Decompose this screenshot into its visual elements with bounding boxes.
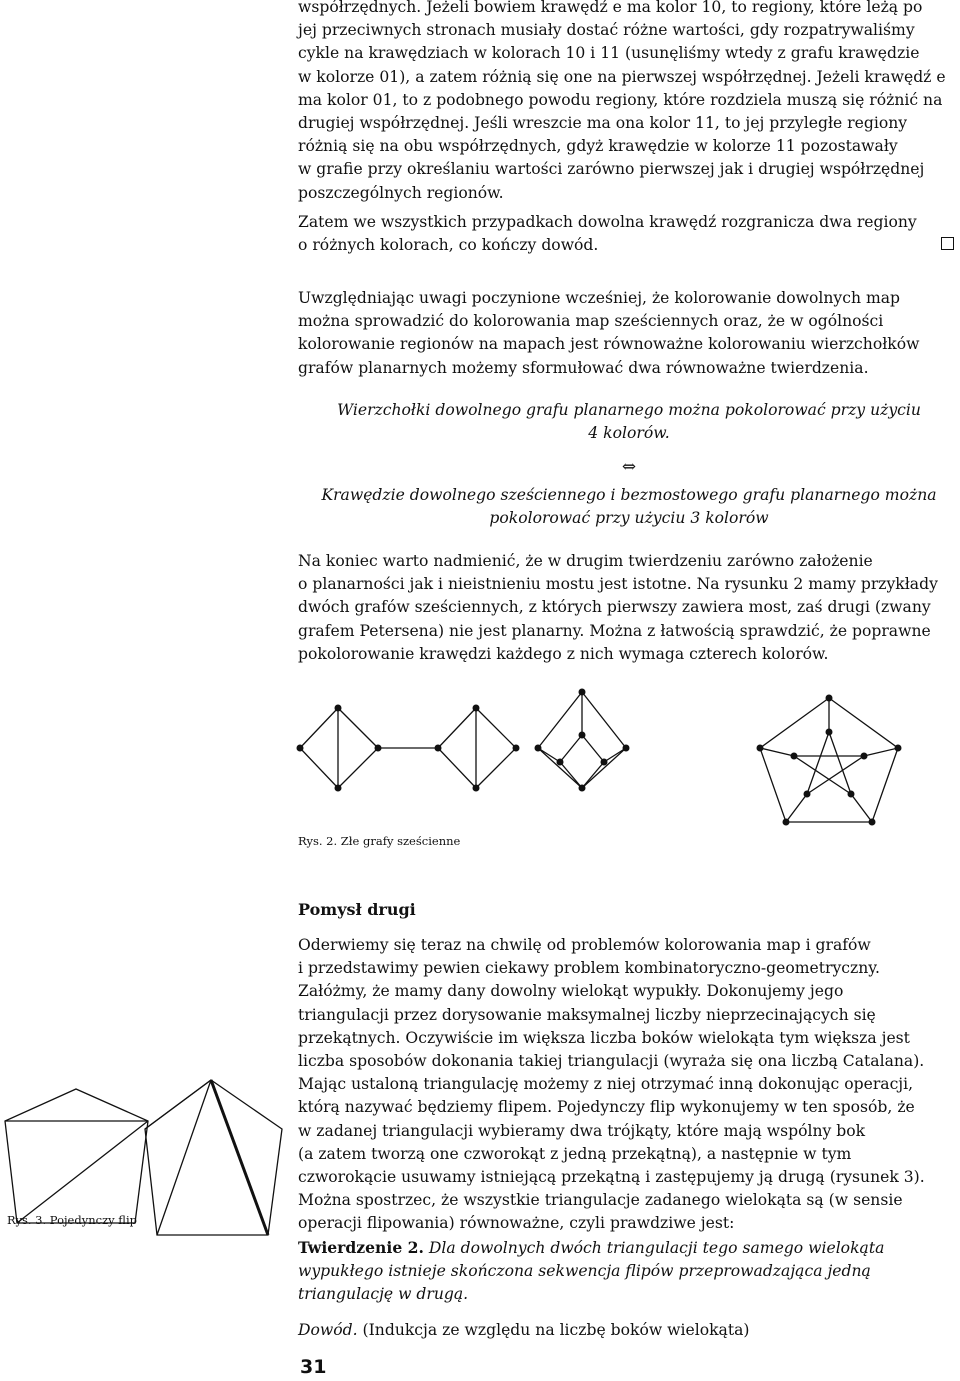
- pentagon-after: [145, 1080, 282, 1235]
- text-line: Zatem we wszystkich przypadkach dowolna krawędź rozgranicza dwa regiony: [298, 213, 917, 231]
- idea-paragraph: [298, 934, 925, 1236]
- statement-line: 4 kolorów.: [588, 424, 670, 442]
- qed-box: [941, 237, 954, 250]
- text-line: dwóch grafów sześciennych, z których pierwszy zawiera most, zaś drugi (zwany: [298, 598, 931, 617]
- text-line: kolorowanie regionów na mapach jest równoważne kolorowaniu wierzchołków: [298, 335, 920, 354]
- text-line: Można spostrzec, że wszystkie triangulacje zadanego wielokąta są (w sensie: [298, 1191, 903, 1210]
- text-line: pokolorowanie krawędzi każdego z nich wymaga czterech kolorów.: [298, 644, 829, 663]
- theorem-text: Dla dowolnych dwóch triangulacji tego samego wielokąta: [428, 1239, 885, 1257]
- text-line: grafem Petersena) nie jest planarny. Można z łatwością sprawdzić, że poprawne: [298, 621, 931, 640]
- text-line: współrzędnych. Jeżeli bowiem krawędź e ma kolor 10, to regiony, które leżą po: [298, 0, 923, 16]
- statement-line: pokolorować przy użyciu 3 kolorów: [489, 509, 769, 527]
- text-line: Oderwiemy się teraz na chwilę od problemów kolorowania map i grafów: [298, 936, 871, 954]
- text-line: i przedstawimy pewien ciekawy problem kombinatoryczno-geometryczny.: [298, 959, 880, 978]
- finally-paragraph: [298, 550, 938, 666]
- graph-petersen: [760, 698, 898, 822]
- page-number: 31: [300, 1356, 327, 1378]
- text-line: jej przeciwnych stronach musiały dostać różne wartości, gdy rozpatrywaliśmy: [298, 21, 915, 40]
- text-line: przekątnych. Oczywiście im większa liczba boków wielokąta tym większa jest: [298, 1028, 910, 1047]
- figure-2-graphs: [0, 690, 960, 830]
- statement-line: Wierzchołki dowolnego grafu planarnego można pokolorować przy użyciu: [337, 401, 921, 419]
- theorem-label: Twierdzenie 2.: [298, 1238, 424, 1257]
- text-line: cykle na krawędziach w kolorach 10 i 11 (usunęliśmy wtedy z grafu krawędzie: [298, 44, 920, 63]
- text-line: poszczególnych regionów.: [298, 183, 504, 202]
- text-line: liczba sposobów dokonania takiej triangulacji (wyraża się ona liczbą Catalana).: [298, 1052, 925, 1071]
- pentagon-before: [5, 1089, 148, 1223]
- text-line: Mając ustaloną triangulację możemy z niej otrzymać inną dokonując operacji,: [298, 1075, 914, 1094]
- statement-line: Krawędzie dowolnego sześciennego i bezmostowego grafu planarnego można: [321, 486, 937, 504]
- text-line: czworokącie usuwamy istniejącą przekątną i zastępujemy ją drugą (rysunek 3).: [298, 1168, 925, 1187]
- proof-label: Dowód.: [298, 1321, 358, 1339]
- text-line: w kolorze 01), a zatem różnią się one na pierwszej współrzędnej. Jeżeli krawędź e: [298, 67, 946, 86]
- equivalence-arrow: [298, 456, 960, 479]
- remark-paragraph: [298, 287, 919, 380]
- text-line: w grafie przy określaniu wartości zarówno pierwszej jak i drugiej współrzędnej: [298, 160, 925, 179]
- text-line: o różnych kolorach, co kończy dowód.: [298, 236, 599, 255]
- text-line: drugiej współrzędnej. Jeśli wreszcie ma ona kolor 11, to jej przyległe regiony: [298, 114, 908, 133]
- statement-three-colors: [298, 484, 960, 530]
- theorem-text: triangulację w drugą.: [298, 1285, 469, 1304]
- text-line: operacji flipowania) równoważne, czyli prawdziwe jest:: [298, 1214, 735, 1233]
- text-line: którą nazywać będziemy flipem. Pojedynczy flip wykonujemy w ten sposób, że: [298, 1098, 915, 1117]
- proof-continuation-paragraph: [298, 0, 946, 205]
- graph-triangles: [538, 692, 626, 788]
- figure-3-caption: Rys. 3. Pojedynczy flip: [7, 1213, 137, 1227]
- text-line: ma kolor 01, to z podobnego powodu regiony, które rozdziela muszą się różnić na: [298, 90, 943, 109]
- proof-text: (Indukcja ze względu na liczbę boków wielokąta): [362, 1321, 750, 1339]
- text-line: Uwzględniając uwagi poczynione wcześniej, że kolorowanie dowolnych map: [298, 289, 901, 307]
- theorem-text: wypukłego istnieje skończona sekwencja flipów przeprowadzająca jedną: [298, 1262, 871, 1281]
- graph-bridged: [300, 708, 516, 788]
- text-line: w zadanej triangulacji wybieramy dwa trójkąty, które mają wspólny bok: [298, 1121, 866, 1140]
- text-line: (a zatem tworzą one czworokąt z jedną przekątną), a następnie w tym: [298, 1144, 852, 1163]
- text-line: Załóżmy, że mamy dany dowolny wielokąt wypukły. Dokonujemy jego: [298, 982, 844, 1001]
- conclusion-paragraph: [298, 211, 917, 257]
- figure-2-caption: Rys. 2. Złe grafy sześcienne: [298, 834, 461, 848]
- text-line: o planarności jak i nieistnieniu mostu jest istotne. Na rysunku 2 mamy przykłady: [298, 575, 938, 594]
- theorem-first-line: [298, 1236, 884, 1260]
- section-heading: Pomysł drugi: [298, 900, 416, 919]
- text-line: można sprowadzić do kolorowania map sześciennych oraz, że w ogólności: [298, 312, 884, 331]
- theorem-2: [298, 1236, 884, 1307]
- text-line: grafów planarnych możemy sformułować dwa równoważne twierdzenia.: [298, 358, 869, 377]
- proof: [298, 1319, 750, 1342]
- text-line: Na koniec warto nadmienić, że w drugim twierdzeniu zarówno założenie: [298, 552, 873, 570]
- text-line: różnią się na obu współrzędnych, gdyż krawędzie w kolorze 11 pozostawały: [298, 137, 898, 156]
- equivalence-icon: ⇔: [621, 457, 637, 477]
- text-line: triangulacji przez dorysowanie maksymalnej liczby nieprzecinających się: [298, 1005, 876, 1024]
- statement-four-colors: [298, 399, 960, 445]
